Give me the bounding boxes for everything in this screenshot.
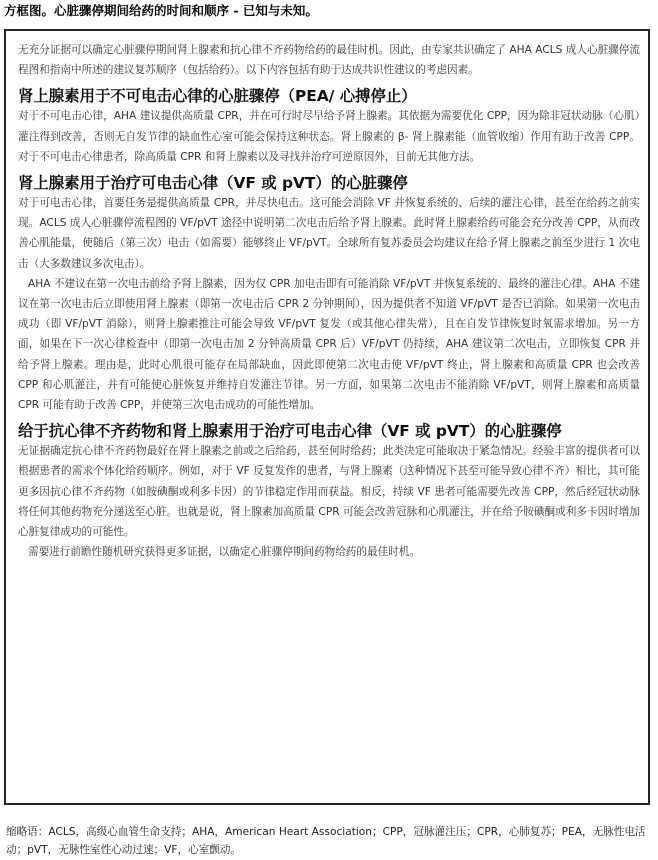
section-paragraph: 对于可电击心律，首要任务是提供高质量 CPR，并尽快电击。这可能会消除 VF 并恢复系统的、后续的灌注心律，甚至在给药之前实现。ACLS 成人心脏骤停流程图的 VF/pVT 途径中说明第二次电击后给予肾上腺素。此时肾上腺素给药可能会充分改善 CPP，从而改善心肌能量，使随后（第三次）电击（如需要）能够终止 VF/pVT。全球所有复苏委员会均建议在给予肾上腺素之前至少进行 1 次电击（大多数建议多次电击）。 <box>18 197 640 270</box>
figure-caption: 方框图。心脏骤停期间给药的时间和顺序 - 已知与未知。 <box>4 3 318 18</box>
section-paragraph: 需要进行前瞻性随机研究获得更多证据，以确定心脏骤停期间药物给药的最佳时机。 <box>28 546 420 559</box>
box-content <box>18 40 640 562</box>
section-paragraph: AHA 不建议在第一次电击前给予肾上腺素，因为仅 CPR 加电击即有可能消除 VF/pVT 并恢复系统的、最终的灌注心律。AHA 不建议在第一次电击后立即使用肾上腺素（即第一次电击后 CPR 2 分钟期间），因为提供者不知道 VF/pVT 是否已消除。如果第一次电击成功（即 VF/pVT 消除），则肾上腺素推注可能会导致 VF/pVT 复发（或其他心律失常），且在自发节律恢复时氧需求增加。另一方面，如果在下一次心律检查中（即第一次电击加 2 分钟高质量 CPR 后）VF/pVT 仍持续，AHA 建议第二次电击，立即恢复 CPR 并给予肾上腺素。理由是，此时心肌很可能存在局部缺血，因此即使第二次电击使 VF/pVT 终止，肾上腺素和高质量 CPR 也会改善 CPP 和心肌灌注，并有可能使心脏恢复并维持自发灌注节律。另一方面，如果第二次电击不能消除 VF/pVT，则肾上腺素和高质量 CPR 可能有助于改善 CPP，并使第三次电击成功的可能性增加。 <box>18 277 640 412</box>
section-heading-epinephrine-nonshockable: 肾上腺素用于不可电击心律的心脏骤停（PEA/ 心搏停止） <box>18 87 417 106</box>
abbreviations-footnote: 缩略语：ACLS，高级心血管生命支持；AHA，American Heart Association；CPP，冠脉灌注压；CPR，心肺复苏；PEA，无脉性电活动；pVT，无脉性室性心动过速；VF，心室颤动。 <box>6 826 646 856</box>
section-heading-epinephrine-shockable: 肾上腺素用于治疗可电击心律（VF 或 pVT）的心脏骤停 <box>18 174 408 193</box>
section-paragraph: 无证据确定抗心律不齐药物最好在肾上腺素之前或之后给药，甚至何时给药；此类决定可能取决于紧急情况。经验丰富的提供者可以根据患者的需求个体化给药顺序。例如，对于 VF 反复发作的患者，与肾上腺素（这种情况下甚至可能导致心律不齐）相比，其可能更多因抗心律不齐药物（如胺碘酮或利多卡因）的节律稳定作用而获益。相反，持续 VF 患者可能需要先改善 CPP，然后经冠状动脉将任何其他药物充分递送至心脏。也就是说，肾上腺素加高质量 CPR 可能会改善冠脉和心肌灌注，并在给予胺碘酮或利多卡因时增加心脏复律成功的可能性。 <box>18 445 640 539</box>
section-paragraph: 对于不可电击心律，AHA 建议提供高质量 CPR，并在可行时尽早给予肾上腺素。其依据为需要优化 CPP，因为除非冠状动脉（心肌）灌注得到改善，否则无自发节律的缺血性心室可能会保持这种状态。肾上腺素的 β- 肾上腺素能（血管收缩）作用有助于改善 CPP。对于不可电击心律患者，除高质量 CPR 和肾上腺素以及寻找并治疗可逆原因外，目前无其他方法。 <box>18 110 640 163</box>
section-heading-antiarrhythmic: 给于抗心律不齐药物和肾上腺素用于治疗可电击心律（VF 或 pVT）的心脏骤停 <box>18 422 562 441</box>
intro-paragraph: 无充分证据可以确定心脏骤停期间肾上腺素和抗心律不齐药物给药的最佳时机。因此，由专家共识确定了 AHA ACLS 成人心脏骤停流程图和指南中所述的建议复苏顺序（包括给药）。以下内容包括有助于达成共识性建议的考虑因素。 <box>18 44 640 77</box>
